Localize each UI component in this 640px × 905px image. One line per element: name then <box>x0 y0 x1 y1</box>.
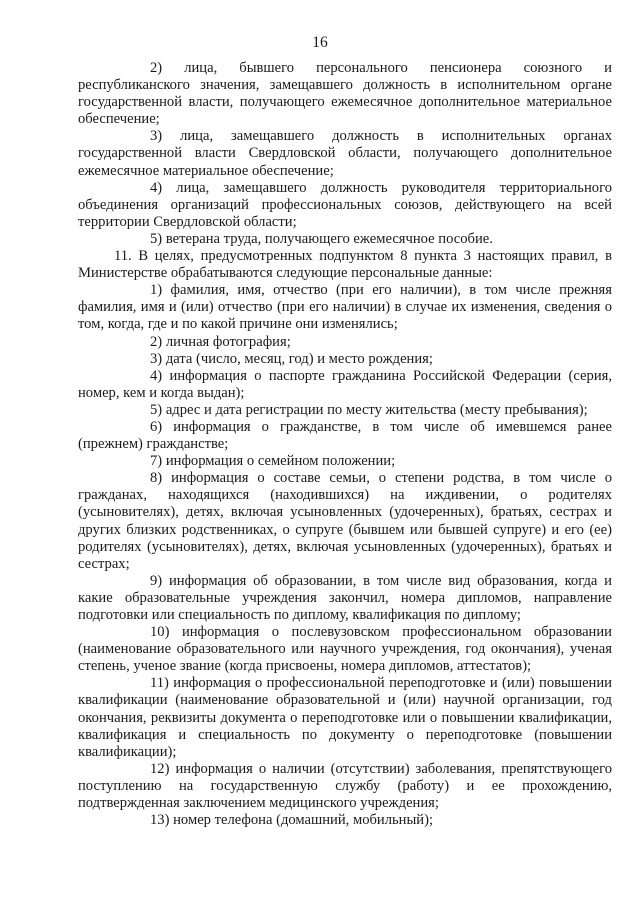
item-text: личная фотография; <box>165 333 291 350</box>
item-number: 1) <box>150 282 163 299</box>
item-text: фамилия, имя, отчество (при его наличии), в том числе прежняя фамилия, имя и (или) отчество (при его наличии) в случае их изменения, сведения о том, когда, где и по какой причине они изменялись; <box>78 282 612 333</box>
item-text: адрес и дата регистрации по месту жительства (месту пребывания); <box>165 401 588 418</box>
item-number: 2) <box>150 333 163 350</box>
list-item <box>78 761 612 812</box>
item-text: информация о послевузовском профессиональном образовании (наименование образовательного или научного учреждения, год окончания), ученая степень, ученое звание (когда присвоены, номера дипломов, аттестатов); <box>78 624 612 675</box>
list-item <box>78 470 612 573</box>
list-item <box>78 60 612 128</box>
list-item <box>78 368 612 402</box>
item-number: 3) <box>150 128 163 145</box>
list-item <box>78 453 612 470</box>
item-text: лица, замещавшего должность руководителя территориального объединения организаций профессиональных союзов, действующего на всей территории Свердловской области; <box>78 179 612 230</box>
list-item <box>78 282 612 333</box>
item-text: дата (число, месяц, год) и место рождения; <box>165 350 433 367</box>
item-number: 8) <box>150 470 163 487</box>
item-number: 5) <box>150 230 163 247</box>
item-number: 5) <box>150 401 163 418</box>
item-number: 10) <box>150 624 170 641</box>
item-text: информация о семейном положении; <box>165 453 396 470</box>
list-item <box>78 351 612 368</box>
item-number: 11) <box>150 675 169 692</box>
item-text: информация о паспорте гражданина Российской Федерации (серия, номер, кем и когда выдан); <box>78 367 612 401</box>
list-item <box>78 419 612 453</box>
item-text: 11. В целях, предусмотренных подпунктом 8 пункта 3 настоящих правил, в Министерстве обрабатываются следующие персональные данные: <box>78 248 612 282</box>
item-number: 13) <box>150 812 170 829</box>
item-text: номер телефона (домашний, мобильный); <box>173 812 434 829</box>
item-number: 6) <box>150 418 163 435</box>
item-text: информация о профессиональной переподготовке и (или) повышении квалификации (наименование образовательной и (или) научной организации, год окончания, реквизиты документа о переподготовке или о повышении квалификации, квалификация и специальность по документу о переподготовке (повышении квалификации); <box>78 675 612 760</box>
list-item <box>78 675 612 760</box>
item-text: ветерана труда, получающего ежемесячное пособие. <box>165 230 493 247</box>
list-item <box>78 573 612 624</box>
item-text: информация о гражданстве, в том числе об имевшемся ранее (прежнем) гражданстве; <box>78 418 612 453</box>
list-item <box>78 624 612 675</box>
item-text: лица, замещавшего должность в исполнительных органах государственной власти Свердловской области, получающего дополнительное ежемесячное материальное обеспечение; <box>78 128 612 179</box>
item-number: 9) <box>150 572 163 589</box>
item-number: 3) <box>150 350 163 367</box>
list-item <box>78 231 612 248</box>
list-item <box>78 180 612 231</box>
item-text: информация о наличии (отсутствии) заболевания, препятствующего поступлению на государственную службу (работу) и ее прохождению, подтвержденная заключением медицинского учреждения; <box>78 760 612 812</box>
list-item <box>78 812 612 829</box>
list-item <box>78 334 612 351</box>
list-item <box>78 402 612 419</box>
page-number: 16 <box>312 34 328 51</box>
list-item <box>78 128 612 179</box>
item-text: информация об образовании, в том числе вид образования, когда и какие образовательные учреждения закончил, номера дипломов, направление подготовки или специальность по диплому, квалификация по диплому; <box>78 572 612 623</box>
item-number: 12) <box>150 760 170 777</box>
section-paragraph <box>78 248 612 282</box>
item-number: 4) <box>150 367 163 384</box>
item-text: лица, бывшего персонального пенсионера союзного и республиканского значения, замещавшего должность в исполнительном органе государственной власти, получающего ежемесячное дополнительное материальное обеспечение; <box>78 60 612 128</box>
document-body <box>78 60 612 829</box>
item-text: информация о составе семьи, о степени родства, в том числе о гражданах, находящихся (находившихся) на иждивении, о родителях (усыновителях), детях, включая усыновленных (удочеренных), братьях, сестрах и других близких родственниках, о супруге (бывшем или бывшей супруге) и его (ее) родителях (усыновителях), детях, включая усыновленных (удочеренных), братьях и сестрах; <box>78 470 612 572</box>
item-number: 2) <box>150 60 163 76</box>
item-number: 4) <box>150 179 163 196</box>
item-number: 7) <box>150 453 163 470</box>
